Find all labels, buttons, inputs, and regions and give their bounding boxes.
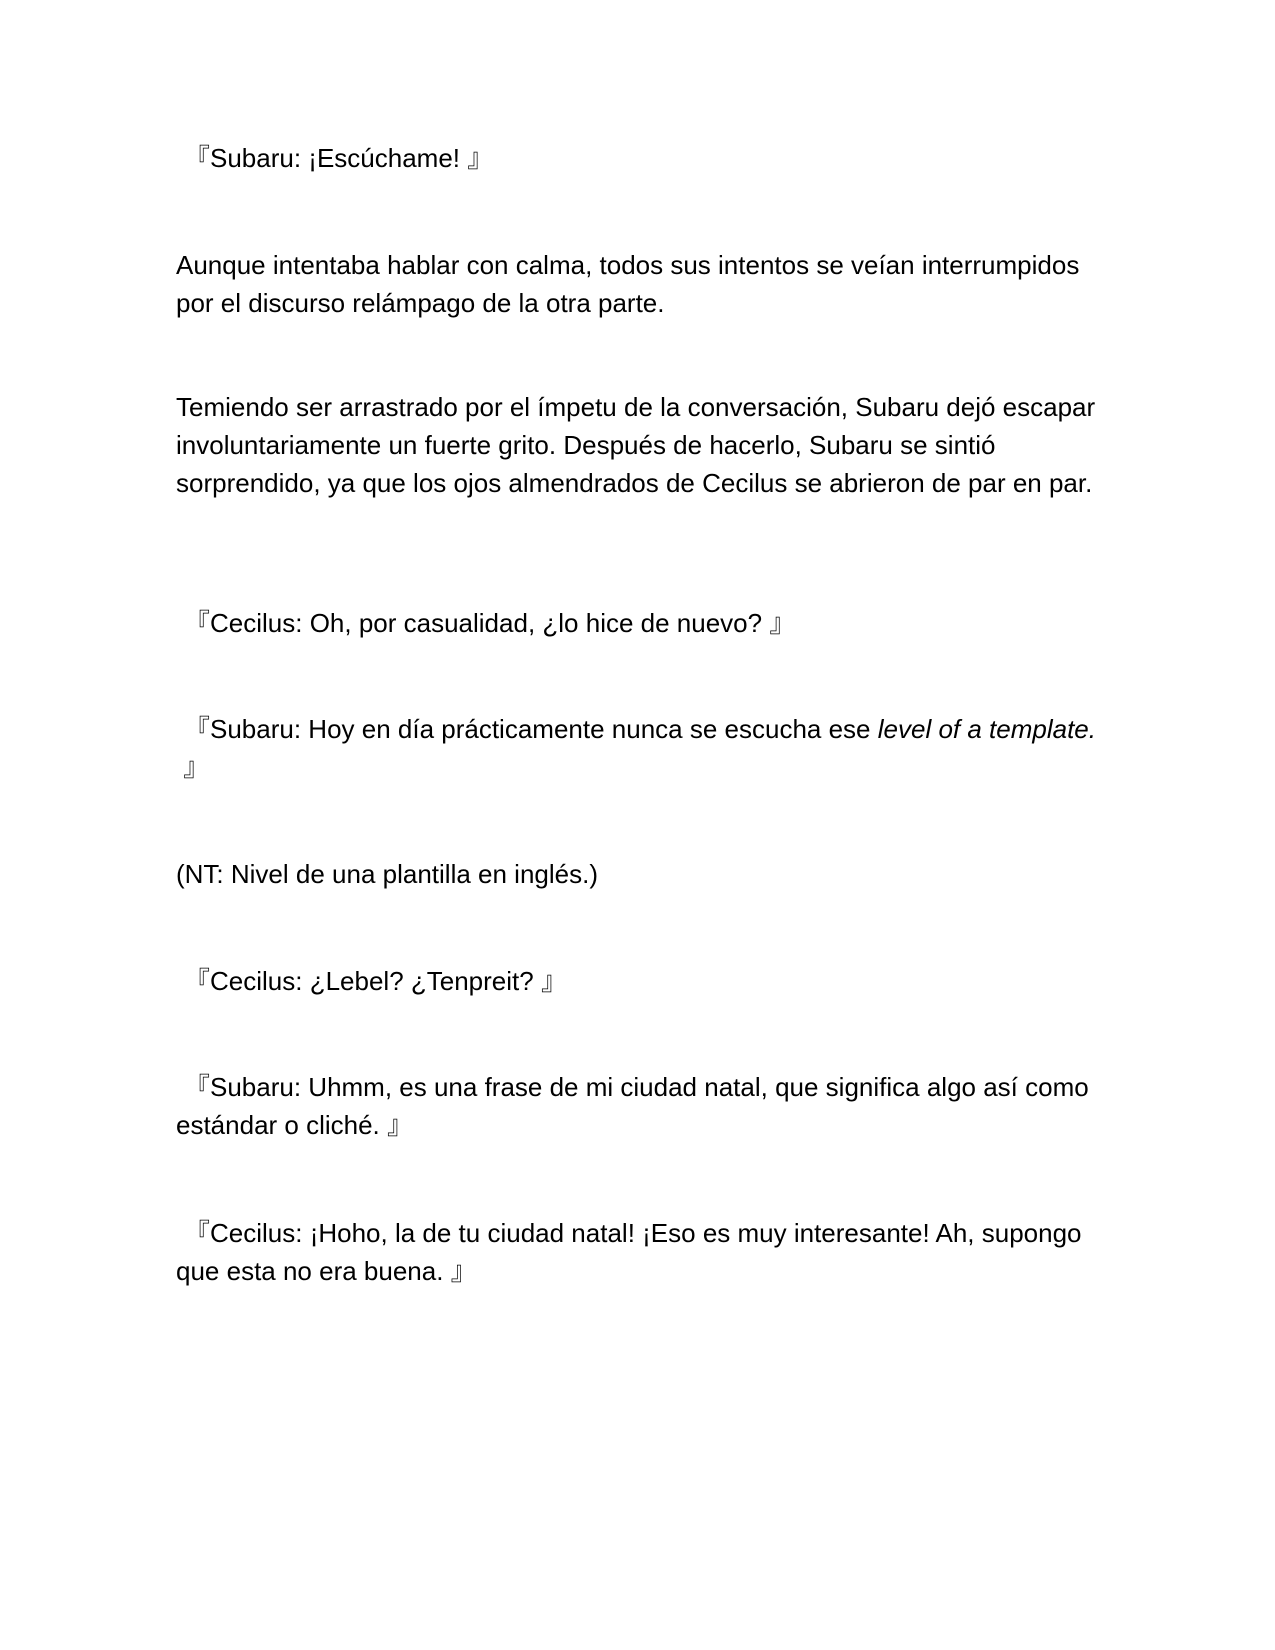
- dialogue-cecilus-again: [176, 604, 1096, 642]
- paragraph-text: 『Cecilus: ¡Hoho, la de tu ciudad natal! ¡Eso es muy interesante! Ah, supongo que esta no era buena. 』: [176, 1218, 1082, 1286]
- paragraph-text: 『Cecilus: ¿Lebel? ¿Tenpreit? 』: [184, 966, 567, 996]
- paragraph-text-italic: level of a template.: [877, 714, 1096, 744]
- dialogue-subaru-listen: [176, 139, 1096, 177]
- paragraph-text-after: 』: [176, 752, 210, 782]
- paragraph-text: (NT: Nivel de una plantilla en inglés.): [176, 859, 598, 889]
- dialogue-subaru-hometown: [176, 1068, 1096, 1144]
- paragraph-text: Aunque intentaba hablar con calma, todos sus intentos se veían interrumpidos por el discurso relámpago de la otra parte.: [176, 250, 1080, 318]
- paragraph-text: 『Subaru: ¡Escúchame! 』: [184, 143, 494, 173]
- dialogue-cecilus-lebel: [176, 962, 1096, 1000]
- dialogue-cecilus-interesting: [176, 1214, 1096, 1290]
- paragraph-text: Temiendo ser arrastrado por el ímpetu de la conversación, Subaru dejó escapar involuntariamente un fuerte grito. Después de hacerlo, Subaru se sintió sorprendido, ya que los ojos almendrados de Cecilus se abrieron de par en par.: [176, 392, 1096, 498]
- dialogue-subaru-template: [176, 710, 1096, 786]
- paragraph-text: 『Cecilus: Oh, por casualidad, ¿lo hice de nuevo? 』: [184, 608, 796, 638]
- narration-shout: [176, 388, 1096, 502]
- narration-calm-attempt: [176, 246, 1096, 322]
- translator-note: [176, 855, 1096, 893]
- paragraph-text-before: 『Subaru: Hoy en día prácticamente nunca se escucha ese: [184, 714, 878, 744]
- paragraph-text: 『Subaru: Uhmm, es una frase de mi ciudad natal, que significa algo así como estándar o cliché. 』: [176, 1072, 1089, 1140]
